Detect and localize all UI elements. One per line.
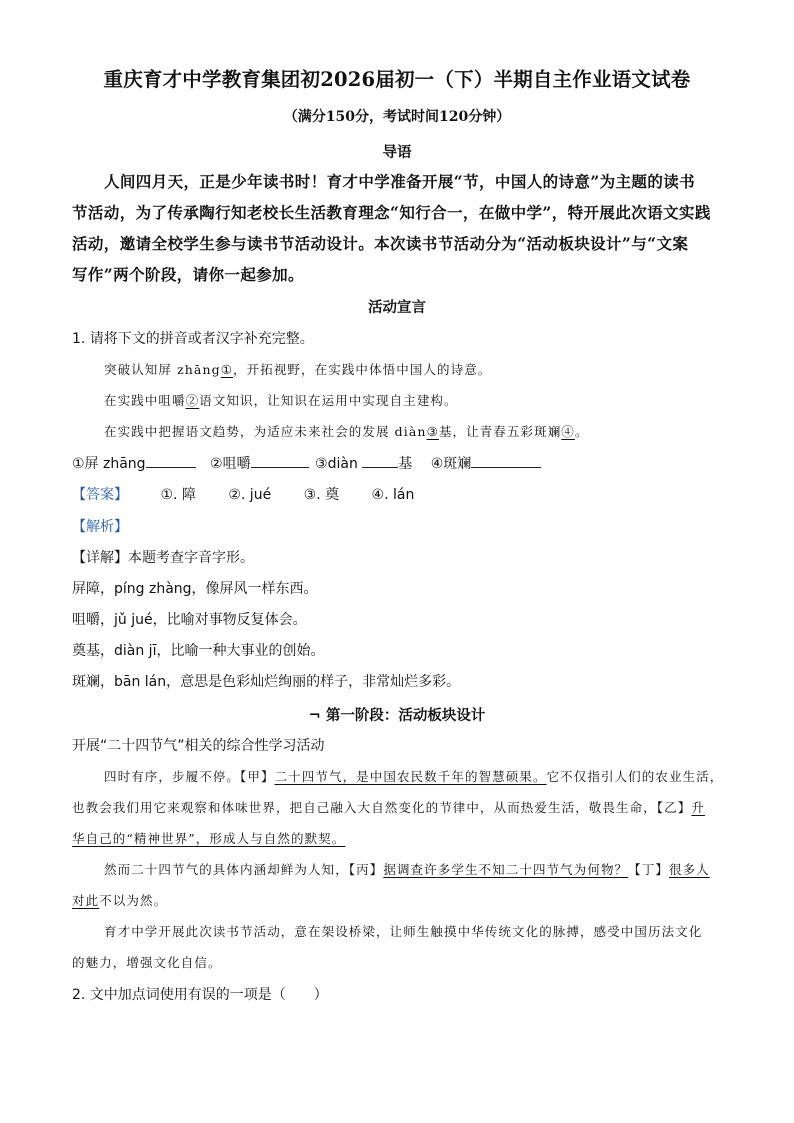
p2-line-1: [104, 860, 710, 878]
passage-line-2-b: 语文知识，让知识在运用中实现自主建构。: [199, 393, 458, 408]
p2-underline-ding-start: 很多人: [668, 862, 710, 877]
answer-label: 【答案】: [72, 487, 128, 503]
intro-heading: 导语: [382, 144, 412, 161]
p1-line-1-a: 四时有序，步履不停。【甲】: [104, 769, 275, 784]
passage-line-1-a: 突破认知屏 zhāng: [104, 362, 221, 377]
section-heading-stage-one: ¬ 第一阶段：活动板块设计: [308, 707, 486, 724]
blank-label-3b: 基: [398, 456, 413, 472]
exam-title: 重庆育才中学教育集团初2026届初一（下）半期自主作业语文试卷: [103, 68, 691, 91]
passage-line-2: [104, 391, 458, 409]
p3-line-2: 的魅力，增强文化自信。: [72, 955, 222, 970]
answer-item-1: ①. 障: [160, 487, 196, 503]
answer-blank-3[interactable]: [362, 453, 398, 468]
p2-line-2: [72, 891, 167, 909]
section-heading-declaration: 活动宣言: [368, 299, 426, 316]
p2-line-1-b: 【丁】: [628, 862, 669, 877]
passage-line-1-b: ，开拓视野，在实践中体悟中国人的诗意。: [233, 362, 492, 377]
p1-underline-jia: 二十四节气，是中国农民数千年的智慧硕果。: [274, 769, 547, 784]
answer-blank-4[interactable]: [471, 453, 541, 468]
p2-line-2-b: 不以为然。: [99, 893, 168, 908]
passage-line-3: [104, 422, 589, 440]
exam-subtitle: （满分150分，考试时间120分钟）: [283, 109, 511, 125]
intro-line-2: 节活动，为了传承陶行知老校长生活教育理念“知行合一，在做中学”，特开展此次语文实践: [72, 203, 711, 222]
p1-line-3: [72, 829, 345, 847]
p1-underline-yi-start: 升: [691, 800, 705, 815]
passage-line-3-c: 。: [574, 424, 589, 439]
passage-line-2-a: 在实践中咀嚼: [104, 393, 186, 408]
blank-label-1: ①屏 zhāng: [72, 456, 146, 472]
passage-line-3-a: 在实践中把握语文趋势，为适应未来社会的发展 diàn: [104, 424, 427, 439]
p2-underline-ding: 对此: [72, 893, 100, 908]
question-1-stem: 1. 请将下文的拼音或者汉字补充完整。: [72, 331, 314, 347]
p1-line-2: [72, 798, 705, 816]
fill-blanks-row: [72, 453, 541, 473]
p2-line-1-a: 然而二十四节气的具体内涵却鲜为人知，【丙】: [104, 862, 384, 877]
answer-item-2: ②. jué: [228, 487, 272, 503]
passage-line-3-b: 基，让青春五彩斑斓: [438, 424, 562, 439]
blank-marker-3: ③: [426, 424, 439, 439]
stage-one-intro: 开展“二十四节气”相关的综合性学习活动: [72, 738, 325, 754]
intro-line-3: 活动，邀请全校学生参与读书节活动设计。本次读书节活动分为“活动板块设计”与“文案: [72, 234, 689, 253]
answer-blank-2[interactable]: [251, 453, 309, 468]
p1-underline-yi: 华自己的“精神世界”，形成人与自然的默契。: [72, 831, 346, 846]
intro-line-1: 人间四月天，正是少年读书时！育才中学准备开展“节，中国人的诗意”为主题的读书: [104, 172, 696, 191]
answer-row: [72, 484, 414, 504]
analysis-label: 【解析】: [72, 519, 128, 535]
blank-label-2: ②咀嚼: [210, 456, 251, 472]
blank-label-3: ③diàn: [315, 456, 358, 472]
blank-marker-2: ②: [185, 393, 200, 408]
blank-label-4: ④斑斓: [430, 456, 472, 472]
answer-blank-1[interactable]: [146, 453, 196, 468]
p1-line-1-b: 它不仅指引人们的农业生活，: [546, 769, 724, 784]
intro-line-4: 写作”两个阶段，请你一起参加。: [72, 265, 304, 284]
analysis-line-4: 斑斓，bān lán，意思是色彩灿烂绚丽的样子，非常灿烂多彩。: [72, 674, 461, 690]
analysis-line-2: 咀嚼，jǔ jué，比喻对事物反复体会。: [72, 612, 307, 628]
p3-line-1: 育才中学开展此次读书节活动，意在架设桥梁，让师生触摸中华传统文化的脉搏，感受中国历法文化: [104, 924, 703, 939]
blank-marker-1: ①: [220, 362, 234, 377]
analysis-detail: 【详解】本题考查字音字形。: [72, 550, 254, 566]
p2-underline-bing: 据调查许多学生不知二十四节气为何物？: [383, 862, 629, 877]
analysis-line-1: 屏障，píng zhàng，像屏风一样东西。: [72, 581, 318, 597]
p1-line-2-text: 也教会我们用它来观察和体味世界，把自己融入大自然变化的节律中，从而热爱生活，敬畏生命，【乙】: [72, 800, 692, 815]
passage-line-1: [104, 360, 491, 378]
analysis-line-3: 奠基，diàn jī，比喻一种大事业的创始。: [72, 643, 325, 659]
answer-item-3: ③. 奠: [303, 487, 340, 503]
p1-line-1: [104, 767, 723, 785]
question-2-stem: 2. 文中加点词使用有误的一项是（ ）: [72, 987, 328, 1003]
blank-marker-4: ④: [561, 424, 575, 439]
answer-item-4: ④. lán: [371, 487, 415, 503]
